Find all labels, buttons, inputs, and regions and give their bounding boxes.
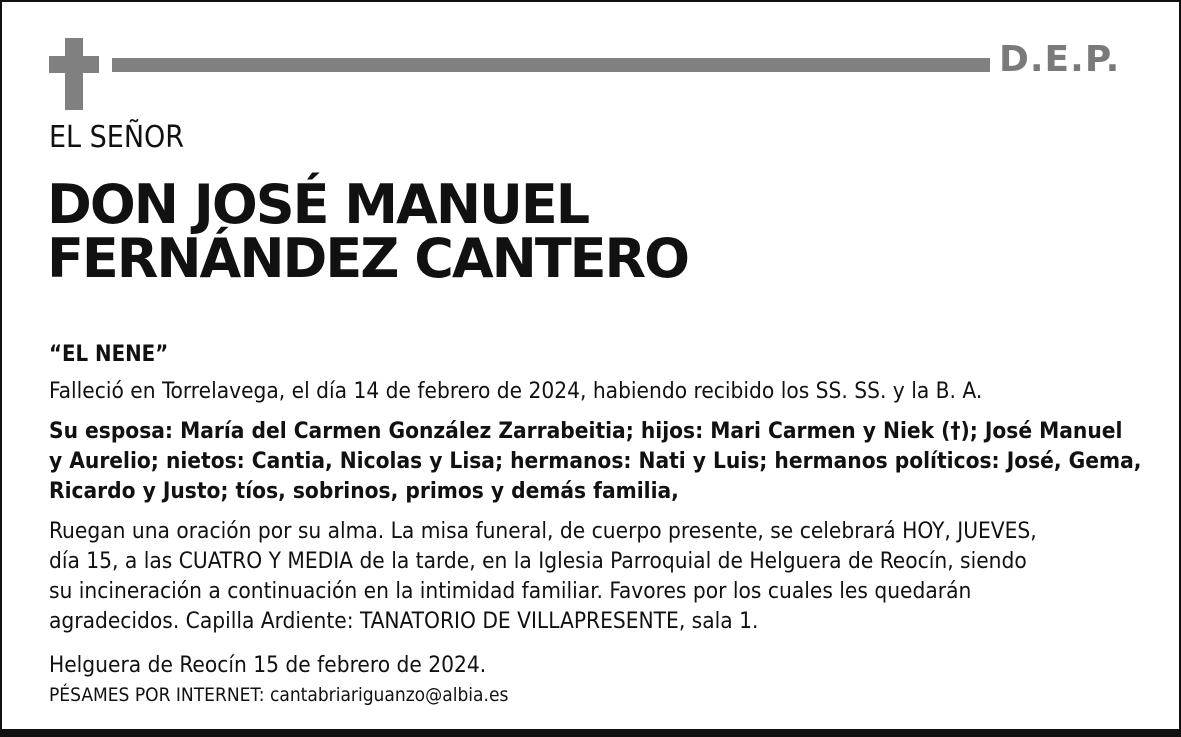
family-paragraph bbox=[49, 416, 1142, 506]
family-line: y Aurelio; nietos: Cantia, Nicolas y Lisa; hermanos: Nati y Luis; hermanos políticos: José, Gema, bbox=[49, 448, 1142, 474]
nickname: “EL NENE” bbox=[49, 342, 169, 367]
prayer-paragraph bbox=[49, 516, 1139, 636]
prayer-line: Ruegan una oración por su alma. La misa funeral, de cuerpo presente, se celebrará HOY, JUEVES, bbox=[49, 518, 1037, 544]
condolences-contact: PÉSAMES POR INTERNET: cantabriariguanzo@albia.es bbox=[49, 684, 509, 706]
place-date: Helguera de Reocín 15 de febrero de 2024. bbox=[49, 652, 487, 678]
title-prefix: EL SEÑOR bbox=[49, 120, 185, 155]
deceased-name-line-1: DON JOSÉ MANUEL bbox=[47, 173, 589, 236]
prayer-line: su incineración a continuación en la intimidad familiar. Favores por los cuales les quedarán bbox=[49, 578, 972, 604]
header-rule bbox=[112, 58, 990, 72]
cross-vertical-bar bbox=[65, 38, 83, 110]
prayer-line: día 15, a las CUATRO Y MEDIA de la tarde, en la Iglesia Parroquial de Helguera de Reocín, siendo bbox=[49, 548, 1027, 574]
dep-label: D.E.P. bbox=[999, 39, 1121, 80]
death-statement: Falleció en Torrelavega, el día 14 de febrero de 2024, habiendo recibido los SS. SS. y la B. A. bbox=[49, 378, 983, 404]
family-line: Ricardo y Justo; tíos, sobrinos, primos y demás familia, bbox=[49, 478, 679, 504]
family-line: Su esposa: María del Carmen González Zarrabeitia; hijos: Mari Carmen y Niek (†); José Manuel bbox=[49, 418, 1123, 444]
prayer-line: agradecidos. Capilla Ardiente: TANATORIO DE VILLAPRESENTE, sala 1. bbox=[49, 608, 759, 634]
cross-horizontal-bar bbox=[49, 56, 99, 73]
deceased-name-line-2: FERNÁNDEZ CANTERO bbox=[47, 227, 689, 290]
